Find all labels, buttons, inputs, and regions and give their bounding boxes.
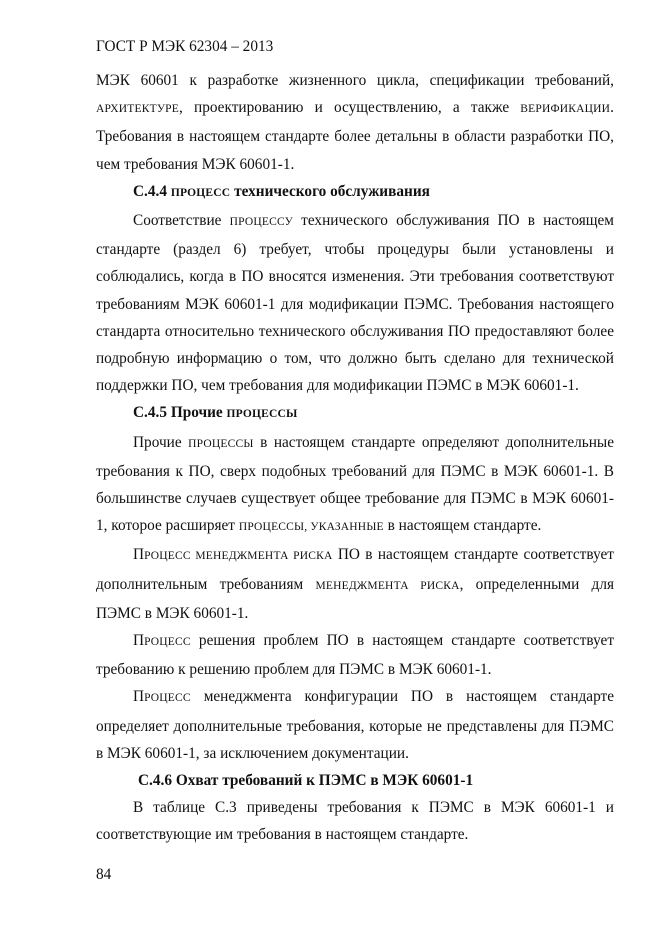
paragraph-c44-maintenance: Соответствие ПРОЦЕССУ технического обслуживания ПО в настоящем стандарте (раздел 6) требует, чтобы процедуры были установлены и соблюдались, когда в ПО вносятся изменения. Эти требования соответствуют требованиям МЭК 60601-1 для модификации ПЭМС. Требования настоящего стандарта относительно технического обслуживания ПО предоставляют более подробную информацию о том, что должно быть сделано для технической поддержки ПО, чем требования для модификации ПЭМС в МЭК 60601-1. [96,212,614,395]
paragraph-c45-configuration-management: ПРОЦЕСС менеджмента конфигурации ПО в настоящем стандарте определяет дополнительные требования, которые не представлены для ПЭМС в МЭК 60601-1, за исключением документации. [96,688,614,762]
paragraph-c45-other-processes: Прочие ПРОЦЕССЫ в настоящем стандарте определяют дополнительные требования к ПО, сверх подобных требований для ПЭМС в МЭК 60601-1. В большинстве случаев существует общее требование для ПЭМС в МЭК 60601-1, которое расширяет ПРОЦЕССЫ, УКАЗАННЫЕ в настоящем стандарте. [96,433,614,535]
paragraph-c46-coverage: В таблице С.3 приведены требования к ПЭМС в МЭК 60601-1 и соответствующие им требования в настоящем стандарте. [96,799,614,844]
page-body [96,67,614,849]
heading-c44: С.4.4 ПРОЦЕСС технического обслуживания [133,182,430,200]
page-number: 84 [96,866,112,883]
intro-paragraph: МЭК 60601 к разработке жизненного цикла, спецификации требований, АРХИТЕКТУРЕ, проектированию и осуществлению, а также ВЕРИФИКАЦИИ. Требования в настоящем стандарте более детальны в области разработки ПО, чем требования МЭК 60601-1. [96,72,614,173]
document-header: ГОСТ Р МЭК 62304 – 2013 [96,38,274,55]
heading-c46: С.4.6 Охват требований к ПЭМС в МЭК 60601-1 [138,772,474,790]
heading-c45: С.4.5 Прочие ПРОЦЕССЫ [133,404,298,422]
paragraph-c45-problem-resolution: ПРОЦЕСС решения проблем ПО в настоящем стандарте соответствует требованию к решению проблем для ПЭМС в МЭК 60601-1. [96,632,614,679]
paragraph-c45-risk-management: ПРОЦЕСС МЕНЕДЖМЕНТА РИСКА ПО в настоящем стандарте соответствует дополнительным требованиям МЕНЕДЖМЕНТА РИСКА, определенными для ПЭМС в МЭК 60601-1. [96,546,614,622]
